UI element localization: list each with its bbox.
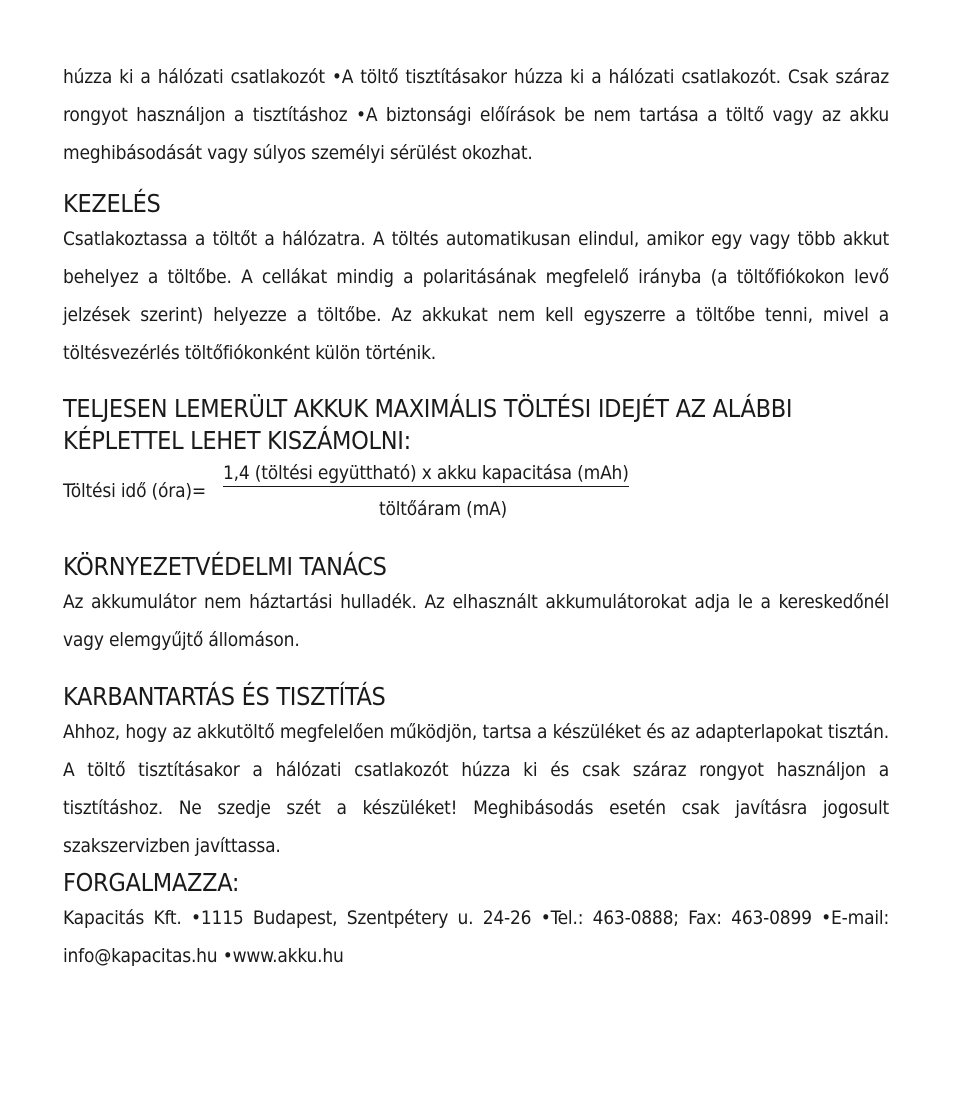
company-phone: •Tel.: 463-0888; Fax: 463-0899 (540, 907, 812, 929)
company-address: •1115 Budapest, Szentpétery u. 24-26 (191, 907, 532, 929)
heading-karbantartas: KARBANTARTÁS ÉS TISZTÍTÁS (63, 682, 386, 711)
intro-paragraph: húzza ki a hálózati csatlakozót •A töltő tisztításakor húzza ki a hálózati csatlakozót. Csak száraz rongyot használjon a tisztításhoz •A biztonsági előírások be nem tartása a töltő vagy az akku meghibásodását vagy súlyos személyi sérülést okozhat. (63, 66, 889, 164)
heading-kezeles: KEZELÉS (63, 189, 161, 218)
heading-forgalmazza: FORGALMAZZA: (63, 868, 240, 897)
distributor-info (63, 899, 889, 975)
charge-time-formula (63, 459, 889, 529)
company-name: Kapacitás Kft. (63, 907, 182, 929)
kornyezet-paragraph: Az akkumulátor nem háztartási hulladék. Az elhasznált akkumulátorokat adja le a kereskedőnél vagy elemgyűjtő állomáson. (63, 591, 889, 651)
company-website: •www.akku.hu (222, 945, 344, 967)
heading-kornyezet: KÖRNYEZETVÉDELMI TANÁCS (63, 552, 387, 581)
heading-charge-time: TELJESEN LEMERÜLT AKKUK MAXIMÁLIS TÖLTÉSI IDEJÉT AZ ALÁBBI KÉPLETTEL LEHET KISZÁMOLNI: (63, 394, 793, 455)
document-page (63, 58, 889, 975)
formula-denominator: töltőáram (mA) (379, 498, 507, 520)
company-email: •E-mail: info@kapacitas.hu (63, 907, 890, 967)
kezeles-paragraph: Csatlakoztassa a töltőt a hálózatra. A töltés automatikusan elindul, amikor egy vagy több akkut behelyez a töltőbe. A cellákat mindig a polaritásának megfelelő irányba (a töltőfiókokon levő jelzések szerint) helyezze a töltőbe. Az akkukat nem kell egyszerre a töltőbe tenni, mivel a töltésvezérlés töltőfiókonként külön történik. (63, 228, 889, 364)
karbantartas-paragraph: Ahhoz, hogy az akkutöltő megfelelően működjön, tartsa a készüléket és az adapterlapokat tisztán. A töltő tisztításakor a hálózati csatlakozót húzza ki és csak száraz rongyot használjon a tisztításhoz. Ne szedje szét a készüléket! Meghibásodás esetén csak javításra jogosult szakszervizben javíttassa. (63, 721, 889, 857)
formula-numerator: 1,4 (töltési együttható) x akku kapacitása (mAh) (223, 461, 629, 487)
formula-left-side: Töltési idő (óra)= (63, 480, 206, 502)
